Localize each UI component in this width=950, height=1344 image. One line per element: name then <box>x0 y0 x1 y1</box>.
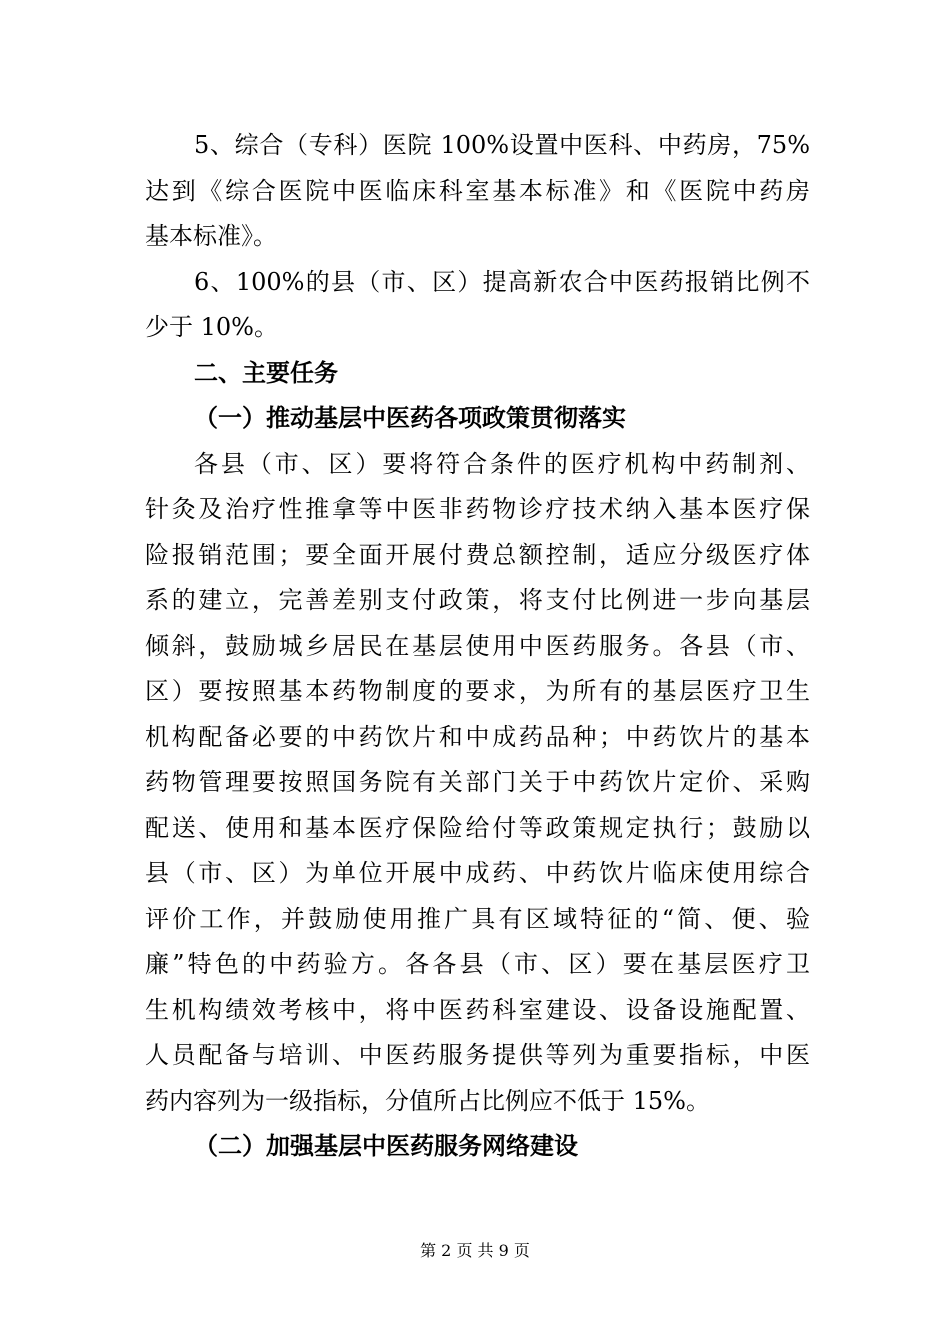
paragraph1-line: 评价工作，并鼓励使用推广具有区域特征的“简、便、验 <box>145 904 810 933</box>
paragraph1-line: 险报销范围；要全面开展付费总额控制，适应分级医疗体 <box>145 540 810 569</box>
paragraph1-line: 配送、使用和基本医疗保险给付等政策规定执行；鼓励以 <box>145 813 810 842</box>
paragraph1-line: 机构配备必要的中药饮片和中成药品种；中药饮片的基本 <box>145 722 810 751</box>
paragraph1-line: 药物管理要按照国务院有关部门关于中药饮片定价、采购 <box>145 768 810 796</box>
subsection2-title: （二）加强基层中医药服务网络建设 <box>194 1132 578 1160</box>
item6-line2: 少于 10%。 <box>145 313 278 341</box>
paragraph1-line: 各县（市、区）要将符合条件的医疗机构中药制剂、 <box>194 449 810 478</box>
paragraph1-line: 针灸及治疗性推拿等中医非药物诊疗技术纳入基本医疗保 <box>145 495 810 523</box>
paragraph1-line: 倾斜，鼓励城乡居民在基层使用中医药服务。各县（市、 <box>145 631 810 660</box>
document-body <box>145 123 810 1170</box>
item5-line3: 基本标准》。 <box>145 222 277 250</box>
paragraph1-line: 区）要按照基本药物制度的要求，为所有的基层医疗卫生 <box>145 677 810 705</box>
item5-line2: 达到《综合医院中医临床科室基本标准》和《医院中药房 <box>145 176 810 205</box>
paragraph1-line: 县（市、区）为单位开展中成药、中药饮片临床使用综合 <box>145 859 810 887</box>
paragraph1-line: 廉”特色的中药验方。各各县（市、区）要在基层医疗卫 <box>145 950 810 978</box>
item6-line1: 6、100%的县（市、区）提高新农合中医药报销比例不 <box>194 267 810 296</box>
page-footer: 第 2 页 共 9 页 <box>420 1241 530 1260</box>
subsection1-title: （一）推动基层中医药各项政策贯彻落实 <box>194 404 626 432</box>
paragraph1-line: 系的建立，完善差别支付政策，将支付比例进一步向基层 <box>145 586 810 614</box>
paragraph1-line: 生机构绩效考核中，将中医药科室建设、设备设施配置、 <box>145 995 810 1024</box>
section2-title: 二、主要任务 <box>194 358 338 387</box>
item5-line1: 5、综合（专科）医院 100%设置中医科、中药房，75% <box>194 131 810 159</box>
paragraph1-line: 药内容列为一级指标，分值所占比例应不低于 15%。 <box>145 1086 710 1115</box>
paragraph1-line: 人员配备与培训、中医药服务提供等列为重要指标，中医 <box>145 1041 810 1069</box>
